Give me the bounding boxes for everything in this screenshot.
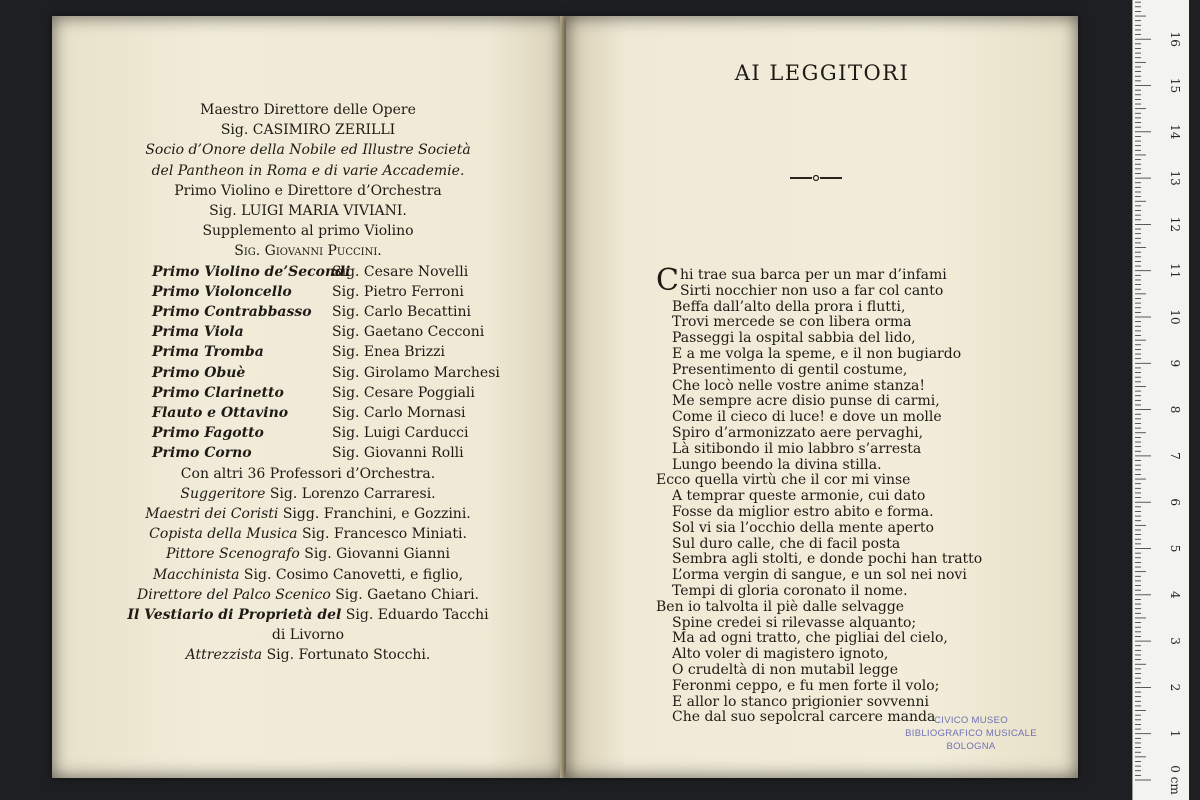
ruler-label: 2 — [1168, 683, 1182, 692]
staff-name: Sig. Gaetano Chiari. — [330, 586, 480, 603]
orchestra-row — [52, 403, 564, 423]
staff-role: Direttore del Palco Scenico — [136, 586, 331, 603]
stamp-line: BIBLIOGRAFICO MUSICALE — [905, 728, 1037, 739]
staff-role: Il Vestiario di Proprietà del — [127, 607, 342, 624]
poem-line: Fosse da miglior estro abito e forma. — [672, 503, 934, 520]
orchestra-name: Sig. Girolamo Marchesi — [332, 364, 500, 381]
poem-line: Ben io talvolta il piè dalle selvagge — [656, 598, 905, 615]
left-page — [52, 16, 564, 778]
orchestra-name: Sig. Cesare Novelli — [332, 263, 469, 280]
orchestra-row — [52, 342, 564, 362]
poem-line: Sirti nocchier non uso a far col canto — [679, 282, 944, 299]
poem-line: Alto voler di magistero ignoto, — [672, 646, 889, 663]
poem-line: Come il cieco di luce! e dove un molle — [672, 409, 942, 426]
poem-line: Beffa dall’alto della prora i flutti, — [672, 298, 906, 315]
staff-name: Sigg. Franchini, e Gozzini. — [278, 506, 471, 523]
ruler-label: 6 — [1168, 498, 1182, 507]
staff-role: Macchinista — [152, 566, 240, 583]
ruler-label: 0 cm — [1168, 765, 1182, 795]
library-stamp — [896, 714, 1046, 753]
ornament-divider-icon — [790, 174, 842, 182]
ruler-label: 11 — [1168, 263, 1182, 279]
poem-line: Ecco quella virtù che il cor mi vinse — [656, 472, 911, 489]
poem-line: A temprar queste armonie, cui dato — [672, 488, 926, 505]
director-honor-2: del Pantheon in Roma e di varie Accademie. — [151, 162, 465, 179]
ruler-label: 16 — [1168, 31, 1182, 47]
staff-role: Pittore Scenografo — [166, 546, 300, 563]
staff-line — [52, 645, 564, 665]
poem-line: Me sempre acre disio punse di carmi, — [672, 393, 940, 410]
staff-name: Sig. Francesco Miniati. — [297, 526, 467, 543]
director-name: Sig. CASIMIRO ZERILLI — [220, 122, 396, 139]
poem-line: E allor lo stanco prigionier sovvenni — [672, 693, 929, 710]
staff-role: Attrezzista — [185, 647, 263, 664]
ruler-label: 7 — [1168, 452, 1182, 460]
orchestra-role: Prima Tromba — [152, 344, 264, 361]
staff-name: Sig. Giovanni Gianni — [299, 546, 450, 563]
page-title: AI LEGGITORI — [734, 61, 910, 85]
director-honor-1: Socio d’Onore della Nobile ed Illustre Società — [145, 142, 471, 159]
orchestra-name: Sig. Luigi Carducci — [332, 425, 469, 442]
staff-line — [52, 565, 564, 585]
orchestra-name: Sig. Carlo Mornasi — [332, 405, 466, 422]
orchestra-name: Sig. Pietro Ferroni — [332, 283, 464, 300]
orchestra-name: Sig. Gaetano Cecconi — [332, 324, 485, 341]
orchestra-name: Sig. Carlo Becattini — [332, 304, 472, 321]
orchestra-role: Primo Violino de’Secondi — [152, 263, 351, 280]
drop-cap: C — [656, 263, 679, 298]
poem-line: Che locò nelle vostre anime stanza! — [672, 377, 926, 394]
supplement-name: Sig. Giovanni Puccini. — [234, 243, 382, 260]
poem-line: Trovi mercede se con libera orma — [672, 314, 912, 331]
ruler-label: 9 — [1168, 359, 1182, 368]
staff-line — [52, 544, 564, 564]
poem-line: Tempi di gloria coronato il nome. — [672, 582, 908, 599]
orchestra-row — [52, 322, 564, 342]
orchestra-role: Flauto e Ottavino — [152, 405, 289, 422]
poem-lines — [656, 284, 982, 726]
measuring-ruler — [1132, 0, 1189, 800]
right-page — [566, 16, 1078, 778]
ruler-label: 13 — [1168, 170, 1182, 186]
orchestra-role: Prima Viola — [152, 324, 244, 341]
staff-line — [52, 484, 564, 504]
staff-line — [52, 524, 564, 544]
staff-name: Sig. Lorenzo Carraresi. — [265, 485, 436, 502]
poem-line: Che dal suo sepolcral carcere manda — [672, 709, 936, 726]
poem-line-first-text: hi trae sua barca per un mar d’infami — [679, 267, 947, 283]
orchestra-role: Primo Corno — [152, 445, 252, 462]
orchestra-others: Con altri 36 Professori d’Orchestra. — [180, 465, 436, 482]
orchestra-row — [52, 443, 564, 463]
orchestra-row — [52, 302, 564, 322]
orchestra-role: Primo Obuè — [152, 364, 246, 381]
poem-line: L’orma vergin di sangue, e un sol nei novi — [672, 567, 967, 584]
ruler-label: 3 — [1168, 637, 1182, 645]
poem-line: E a me volga la speme, e il non bugiardo — [672, 345, 962, 362]
staff-role: Maestri dei Coristi — [145, 506, 279, 523]
poem-line: Feronmi ceppo, e fu men forte il volo; — [672, 677, 940, 694]
poem-line: Sol vi sia l’occhio della mente aperto — [672, 519, 934, 536]
orchestra-name: Sig. Enea Brizzi — [332, 344, 445, 361]
cast-list — [52, 100, 564, 666]
staff-line — [52, 585, 564, 605]
poem-line: Là sitibondo il mio labbro s’arresta — [672, 440, 922, 457]
orchestra-row — [52, 423, 564, 443]
orchestra-role: Primo Contrabbasso — [152, 304, 312, 321]
staff-name: Sig. Fortunato Stocchi. — [262, 647, 431, 664]
ruler-label: 5 — [1168, 544, 1182, 553]
ruler-label: 4 — [1168, 590, 1182, 599]
supplement-title: Supplemento al primo Violino — [202, 223, 414, 240]
staff-line — [52, 625, 564, 645]
orchestra-role: Primo Violoncello — [152, 283, 292, 300]
poem-line: Ma ad ogni tratto, che pigliai del cielo, — [672, 630, 948, 647]
staff-line — [52, 504, 564, 524]
staff-name: Sig. Eduardo Tacchi — [341, 607, 489, 624]
first-violin-name: Sig. LUIGI MARIA VIVIANI. — [209, 203, 407, 220]
director-title: Maestro Direttore delle Opere — [200, 102, 416, 118]
staff-line — [52, 605, 564, 625]
orchestra-row — [52, 383, 564, 403]
stamp-line: CIVICO MUSEO — [934, 715, 1008, 726]
ruler-label: 15 — [1168, 77, 1182, 94]
ruler-label: 10 — [1168, 309, 1182, 325]
poem-line: Lungo beendo la divina stilla. — [672, 456, 882, 473]
orchestra-row — [52, 282, 564, 302]
first-violin-title: Primo Violino e Direttore d’Orchestra — [174, 182, 442, 199]
staff-name: Sig. Cosimo Canovetti, e figlio, — [239, 566, 464, 583]
ruler-label: 12 — [1168, 216, 1182, 233]
poem-line: Passeggi la ospital sabbia del lido, — [672, 330, 916, 347]
staff-name: di Livorno — [271, 627, 345, 644]
poem-line: Spine credei si rilevasse alquanto; — [672, 614, 917, 631]
stamp-line: BOLOGNA — [946, 741, 996, 752]
orchestra-role: Primo Fagotto — [152, 425, 264, 442]
orchestra-name: Sig. Giovanni Rolli — [332, 445, 464, 462]
staff-role: Copista della Musica — [149, 526, 298, 543]
ruler-label: 14 — [1168, 124, 1182, 140]
poem-line: Sembra agli stolti, e donde pochi han tratto — [672, 551, 983, 568]
orchestra-name: Sig. Cesare Poggiali — [332, 384, 475, 401]
orchestra-row — [52, 363, 564, 383]
staff-role: Suggeritore — [180, 485, 266, 502]
ruler-scale — [1133, 0, 1189, 800]
poem-line: Presentimento di gentil costume, — [672, 361, 908, 378]
orchestra-role: Primo Clarinetto — [152, 384, 284, 401]
poem — [656, 263, 983, 726]
poem-line: O crudeltà di non mutabil legge — [672, 661, 899, 678]
ruler-label: 1 — [1168, 729, 1182, 738]
poem-line: Spiro d’armonizzato aere pervaghi, — [672, 424, 924, 441]
ruler-label: 8 — [1168, 405, 1182, 414]
orchestra-row — [52, 262, 564, 282]
poem-line: Sul duro calle, che di facil posta — [672, 535, 901, 552]
